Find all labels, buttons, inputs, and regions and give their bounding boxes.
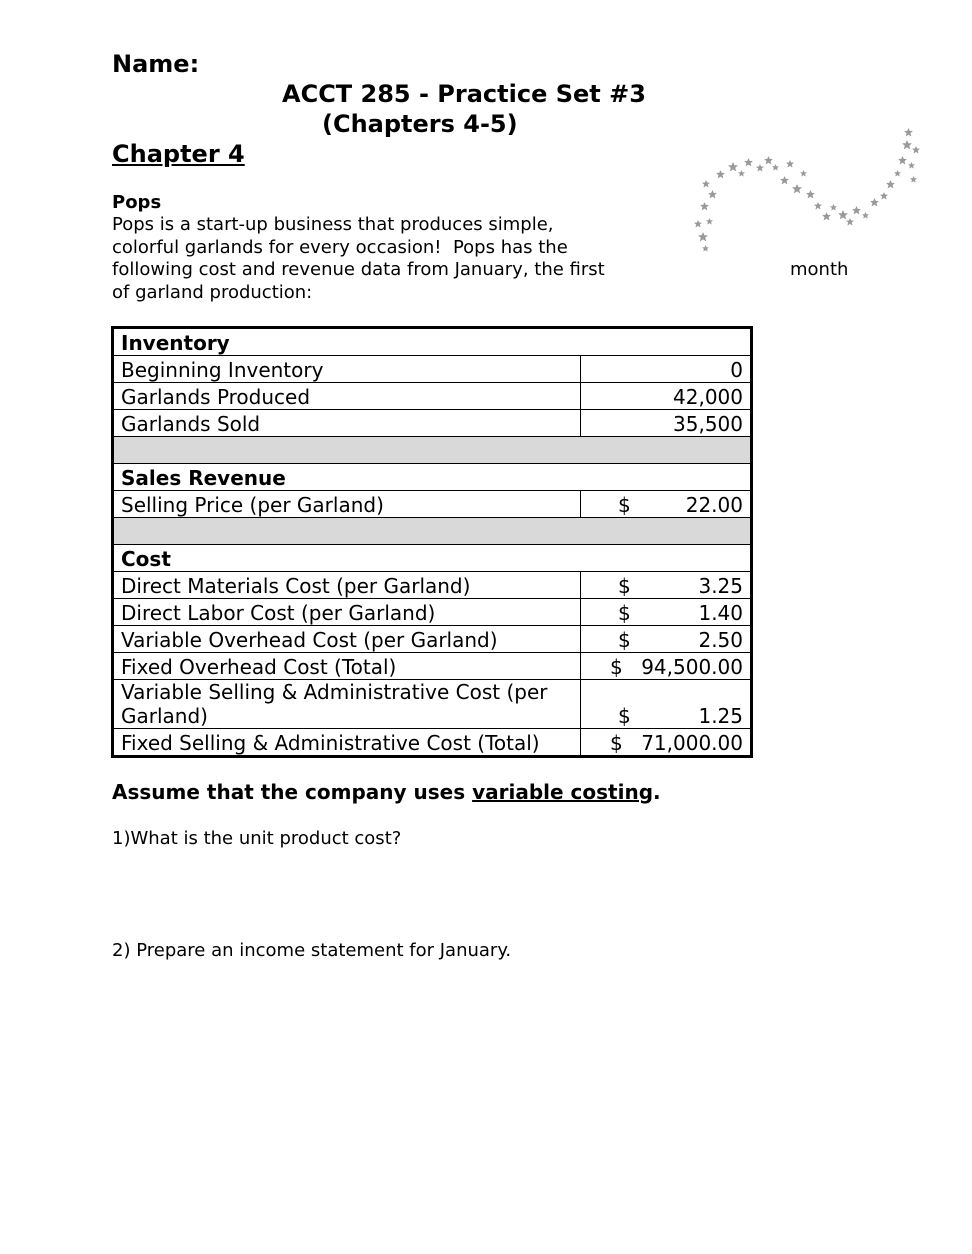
intro-line: colorful garlands for every occasion! Pops has the — [112, 236, 568, 258]
row-amount: 3.25 — [698, 574, 743, 598]
row-amount: 1.40 — [698, 601, 743, 625]
row-label: Garlands Produced — [113, 383, 581, 410]
row-label: Variable Overhead Cost (per Garland) — [113, 626, 581, 653]
row-value — [581, 680, 752, 729]
row-label: Garlands Sold — [113, 410, 581, 437]
row-label: Selling Price (per Garland) — [113, 491, 581, 518]
table-row — [113, 729, 752, 757]
chapters-subtitle: (Chapters 4-5) — [322, 110, 518, 138]
row-amount: 0 — [730, 358, 743, 382]
row-value — [581, 729, 752, 757]
spacer-cell — [113, 437, 752, 464]
spacer-cell — [113, 518, 752, 545]
currency-symbol: $ — [618, 704, 631, 728]
name-label: Name: — [112, 50, 200, 78]
row-label: Fixed Selling & Administrative Cost (Total) — [113, 729, 581, 757]
table-row — [113, 599, 752, 626]
row-amount: 71,000.00 — [641, 731, 743, 755]
table-row — [113, 356, 752, 383]
row-label: Variable Selling & Administrative Cost (per Garland) — [113, 680, 581, 729]
row-value — [581, 356, 752, 383]
question-2: 2) Prepare an income statement for January. — [112, 940, 512, 961]
row-value — [581, 410, 752, 437]
assumption-statement — [112, 780, 661, 804]
row-amount: 2.50 — [698, 628, 743, 652]
row-value — [581, 572, 752, 599]
cost-revenue-table — [111, 326, 753, 758]
intro-line: of garland production: — [112, 281, 313, 303]
row-label: Fixed Overhead Cost (Total) — [113, 653, 581, 680]
table-row — [113, 491, 752, 518]
question-1: 1)What is the unit product cost? — [112, 828, 402, 849]
assumption-suffix: . — [653, 780, 661, 804]
currency-symbol: $ — [618, 574, 631, 598]
course-title: ACCT 285 - Practice Set #3 — [282, 80, 646, 108]
star-garland-decoration — [680, 100, 930, 275]
section-header-row — [113, 464, 752, 491]
table-row — [113, 410, 752, 437]
currency-symbol: $ — [610, 731, 623, 755]
currency-symbol: $ — [618, 628, 631, 652]
table-row — [113, 626, 752, 653]
chapter-heading: Chapter 4 — [112, 140, 245, 168]
section-title: Inventory — [113, 328, 752, 356]
table-row — [113, 680, 752, 729]
section-header-row — [113, 328, 752, 356]
spacer-row — [113, 518, 752, 545]
table-row — [113, 572, 752, 599]
currency-symbol: $ — [618, 493, 631, 517]
currency-symbol: $ — [610, 655, 623, 679]
row-amount: 1.25 — [698, 704, 743, 728]
row-value — [581, 626, 752, 653]
row-value — [581, 653, 752, 680]
row-amount: 22.00 — [685, 493, 743, 517]
intro-line: following cost and revenue data from January, the first — [112, 259, 605, 280]
table-row — [113, 383, 752, 410]
row-amount: 94,500.00 — [641, 655, 743, 679]
section-header-row — [113, 545, 752, 572]
assumption-prefix: Assume that the company uses — [112, 780, 473, 804]
problem-intro — [112, 214, 605, 304]
section-title: Sales Revenue — [113, 464, 752, 491]
row-label: Direct Materials Cost (per Garland) — [113, 572, 581, 599]
row-value — [581, 383, 752, 410]
row-amount: 35,500 — [673, 412, 743, 436]
row-value — [581, 599, 752, 626]
row-amount: 42,000 — [673, 385, 743, 409]
row-label: Beginning Inventory — [113, 356, 581, 383]
spacer-row — [113, 437, 752, 464]
table-row — [113, 653, 752, 680]
row-label: Direct Labor Cost (per Garland) — [113, 599, 581, 626]
currency-symbol: $ — [618, 601, 631, 625]
intro-line: Pops is a start-up business that produces simple, — [112, 214, 554, 235]
section-title: Cost — [113, 545, 752, 572]
problem-heading: Pops — [112, 192, 162, 213]
assumption-emphasis: variable costing — [472, 780, 654, 804]
row-value — [581, 491, 752, 518]
month-word: month — [790, 259, 849, 280]
